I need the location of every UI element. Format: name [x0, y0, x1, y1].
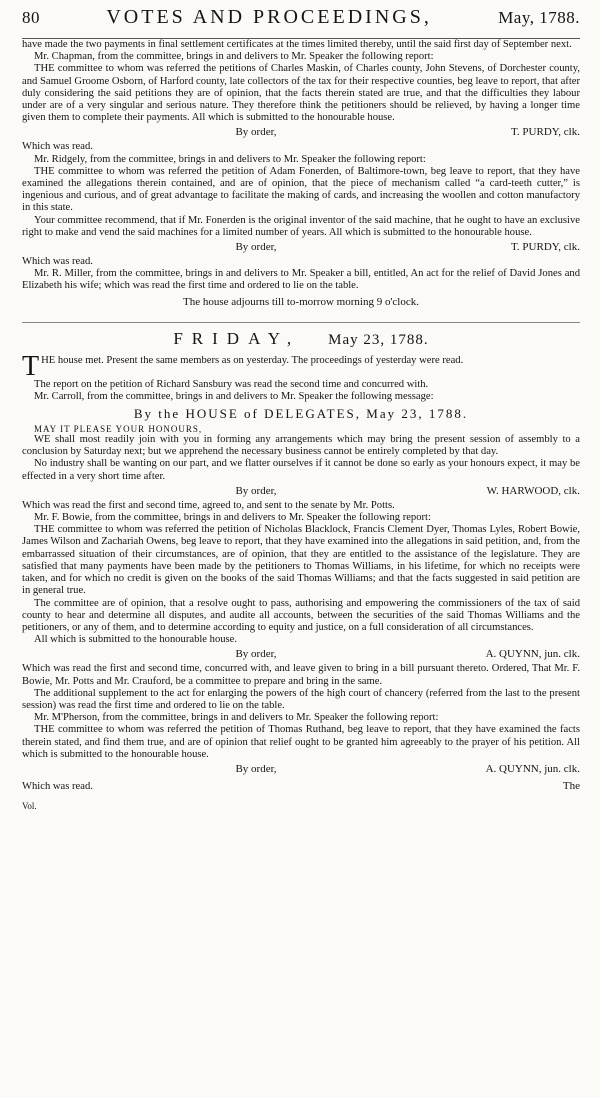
- drop-cap: T: [22, 350, 40, 382]
- clerk-name: T. PURDY, clk.: [511, 126, 580, 139]
- paragraph: Your committee recommend, that if Mr. Fonerden is the original inventor of the said machine, that he ought to have an exclusive right to make and vend the said machines for a limited number of years. All which is submitted to the honourable house.: [22, 214, 580, 238]
- by-order: By order,: [235, 762, 277, 775]
- catchword: The: [562, 779, 580, 792]
- paragraph: Which was read the first and second time, agreed to, and sent to the senate by Mr. Potts.: [22, 499, 395, 511]
- paragraph: Mr. M'Pherson, from the committee, brings in and delivers to Mr. Speaker the following report:: [34, 712, 439, 724]
- signature-block: [22, 647, 580, 661]
- paragraph: No industry shall be wanting on our part, and we flatter ourselves if it cannot be done so early as your honours expect, it may be effected in a very short time after.: [22, 458, 580, 482]
- signature-block: [22, 125, 580, 139]
- clerk-name: A. QUYNN, jun. clk.: [485, 648, 580, 661]
- paragraph: THE committee to whom was referred the petitions of Charles Maskin, of Charles county, John Stevens, of Dorchester county, and Samuel Groome Osborn, of Harford county, late collectors of the tax for their respective counties, beg leave to report, that after duly considering the said petitions they are of opinion, that the facts therein stated are true, and that the difficulties they labour under are of a very singular and serious nature. They therefore think the petitioners should be relieved, by having a longer time given them to complete their payments. All which is submitted to the honourable house.: [22, 63, 580, 124]
- paragraph: Mr. F. Bowie, from the committee, brings in and delivers to Mr. Speaker the following report:: [34, 512, 431, 524]
- signature-mark: Vol.: [22, 801, 37, 812]
- paragraph: have made the two payments in final settlement certificates at the times limited thereby, until the said first day of September next.: [22, 39, 572, 50]
- paragraph: [22, 350, 580, 382]
- paragraph: The committee are of opinion, that a resolve ought to pass, authorising and empowering the commissioners of the tax of said county to hear and determine all disputes, and audite all accounts, between the securities of the said Thomas Williams and the petitioners, or any of them, and to determine according to equity and justice, on a full consideration of all circumstances.: [22, 597, 580, 633]
- by-order: By order,: [235, 484, 277, 497]
- day-heading: [22, 322, 580, 349]
- section-later-business: [22, 663, 580, 761]
- paragraph: Which was read.: [22, 141, 93, 153]
- section-message: [22, 434, 580, 483]
- signature-block: [22, 762, 580, 776]
- running-header: [22, 6, 580, 39]
- paragraph: The additional supplement to the act for enlarging the powers of the high court of chancery (referred from the last to the present session) was read the first time and ordered to lie on the table.: [22, 687, 580, 711]
- day-name: FRIDAY,: [173, 328, 301, 348]
- header-date: May, 1788.: [498, 8, 580, 27]
- day-date: May 23, 1788.: [328, 331, 429, 348]
- paragraph: Mr. R. Miller, from the committee, brings in and delivers to Mr. Speaker a bill, entitled, An act for the relief of David Jones and Elizabeth his wife; which was read the first time and ordered to lie on the table.: [22, 268, 580, 292]
- paragraph: Which was read the first and second time, concurred with, and leave given to bring in a bill pursuant thereto. Ordered, That Mr. F. Bowie, Mr. Potts and Mr. Crauford, be a committee to prepare and bring in the same.: [22, 663, 580, 687]
- section-ridgely-report: [22, 141, 580, 239]
- by-order: By order,: [235, 241, 277, 254]
- paragraph: THE committee to whom was referred the petition of Thomas Ruthand, beg leave to report, that they have examined the facts therein stated, and find them true, and are of opinion that relief ought to be granted him agreeably to the prayer of his petition. All which is submitted to the honourable house.: [22, 724, 580, 760]
- final-line: Which was read.: [22, 780, 93, 792]
- paragraph: THE committee to whom was referred the petition of Adam Fonerden, of Baltimore-town, beg leave to report, that they have examined the allegations therein contained, and are of opinion, that the piece of mechanism called “a card-teeth cutter,” is ingenious and curious, and of great advantage to facilitate the making of cards, and increasing the woollen and cotton manufactory in this state.: [22, 165, 580, 214]
- by-order: By order,: [235, 648, 277, 661]
- page-number: 80: [22, 8, 40, 27]
- signature-block: [22, 484, 580, 498]
- signature-block: [22, 240, 580, 254]
- paragraph: WE shall most readily join with you in forming any arrangements which may bring the present session of assembly to a conclusion by Saturday next; but we apprehend the necessary business cannot be entirely completed by that day.: [22, 434, 580, 458]
- message-heading: By the HOUSE of DELEGATES, May 23, 1788.: [133, 406, 469, 422]
- section-bowie-report: [22, 500, 580, 646]
- paragraph: Mr. Carroll, from the committee, brings in and delivers to Mr. Speaker the following message:: [34, 390, 434, 402]
- paragraph: The report on the petition of Richard Sansbury was read the second time and concurred with.: [34, 378, 429, 390]
- paragraph: Mr. Chapman, from the committee, brings in and delivers to Mr. Speaker the following report:: [34, 51, 434, 63]
- paragraph: All which is submitted to the honourable house.: [34, 634, 238, 646]
- section-miller-bill: [22, 256, 580, 293]
- running-title: VOTES AND PROCEEDINGS,: [106, 6, 432, 28]
- opening-text: HE house met. Present the same members as on yesterday. The proceedings of yesterday were read.: [41, 354, 464, 366]
- clerk-name: A. QUYNN, jun. clk.: [485, 762, 580, 775]
- by-order: By order,: [235, 126, 277, 139]
- clerk-name: W. HARWOOD, clk.: [486, 484, 580, 497]
- section-chapman-report: [22, 39, 580, 124]
- paragraph: THE committee to whom was referred the petition of Nicholas Blacklock, Francis Clement Dyer, Thomas Lyles, Robert Bowie, James Wilson and Zachariah Owens, beg leave to report, that they have examined into the allegations in said petition, and, from the embarrassed situation of their circumstances, are of opinion, that they are entitled to the assistance of the legislature. They are satisfied that many payments have been made by the petitioners to Thomas Williams, in his lifetime, for which no receipts were taken, and for which no credit is given on the books of the said Thomas Williams; and that the facts suggested in said petition are in general true.: [22, 524, 580, 597]
- salutation: MAY IT PLEASE YOUR HONOURS,: [34, 424, 203, 435]
- paragraph: Mr. Ridgely, from the committee, brings in and delivers to Mr. Speaker the following report:: [34, 153, 426, 165]
- clerk-name: T. PURDY, clk.: [511, 241, 580, 254]
- page-footer: [22, 778, 580, 793]
- section-friday-open: [22, 350, 580, 403]
- adjournment-line: The house adjourns till to-morrow morning 9 o'clock.: [183, 295, 419, 308]
- paragraph: Which was read.: [22, 256, 93, 268]
